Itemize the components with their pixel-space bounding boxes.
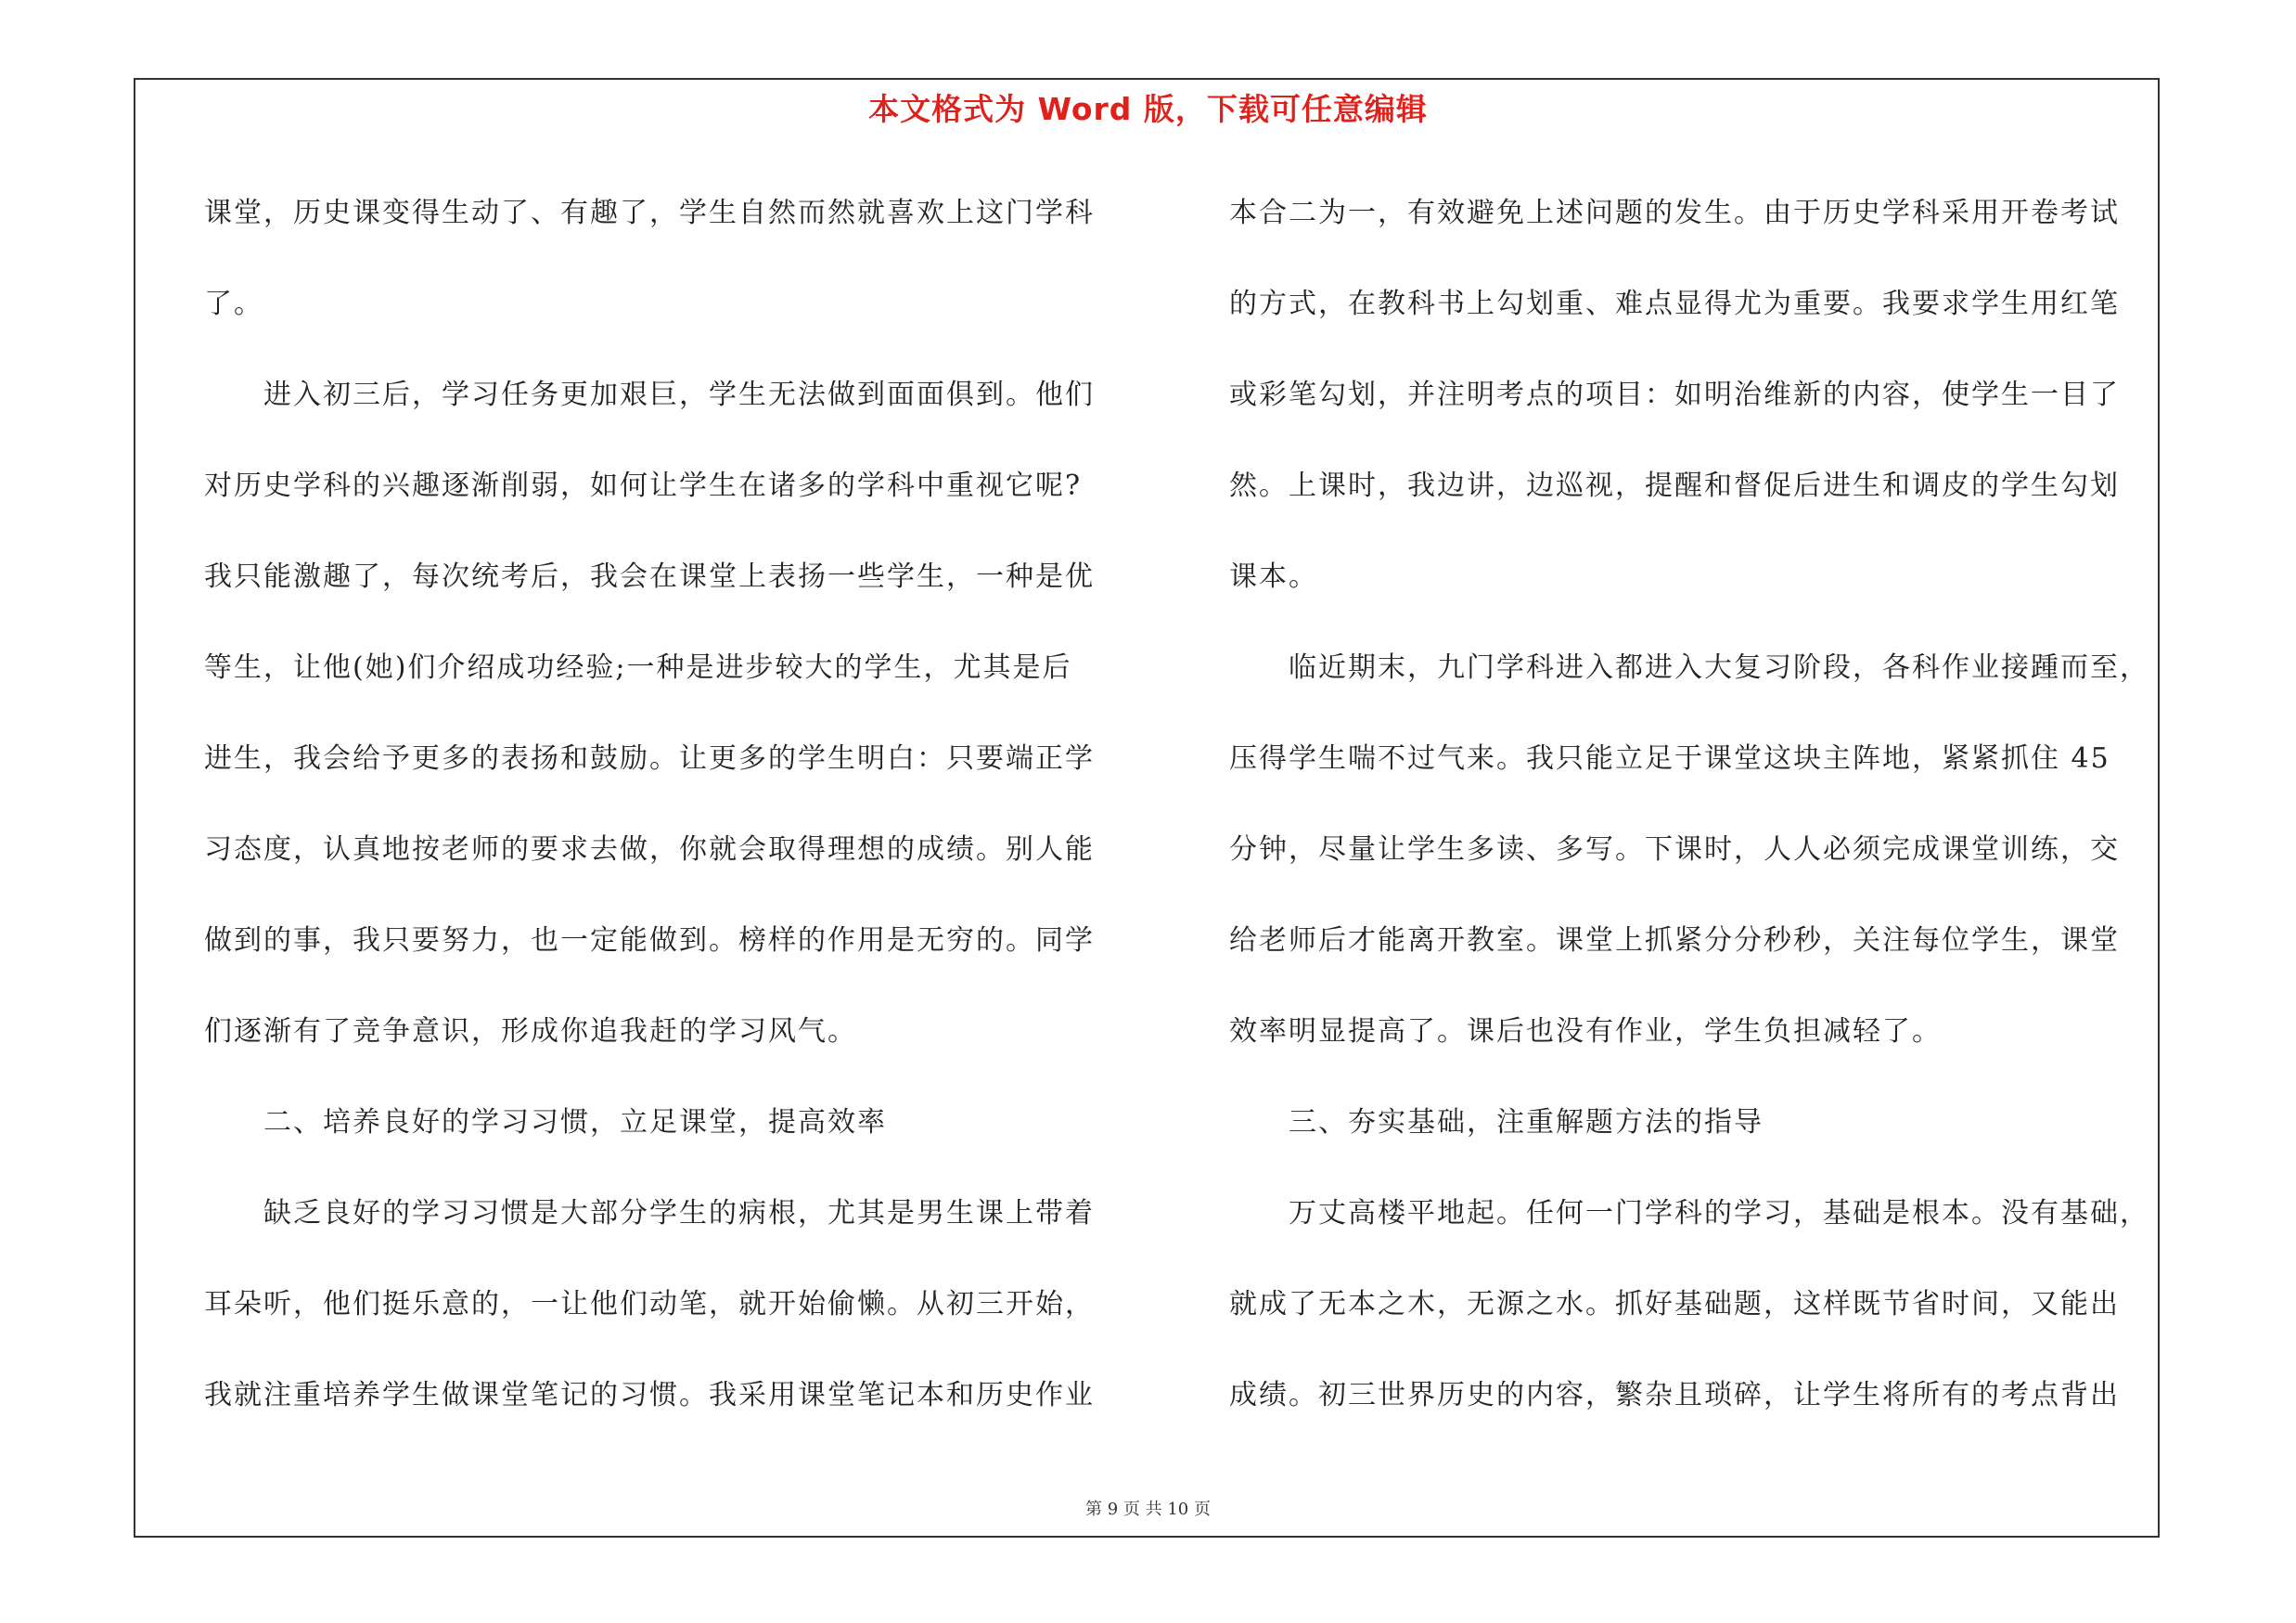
text-line: 耳朵听，他们挺乐意的，一让他们动笔，就开始偷懒。从初三开始， — [204, 1288, 1095, 1320]
text-line: 进入初三后，学习任务更加艰巨，学生无法做到面面俱到。他们 — [204, 379, 1095, 411]
header-banner: 本文格式为 Word 版，下载可任意编辑 — [868, 91, 1428, 127]
left-column — [204, 186, 1122, 1459]
text-line: 临近期末，九门学科进入都进入大复习阶段，各科作业接踵而至， — [1229, 651, 2149, 684]
text-line: 成绩。初三世界历史的内容，繁杂且琐碎，让学生将所有的考点背出 — [1229, 1379, 2120, 1411]
text-line: 压得学生喘不过气来。我只能立足于课堂这块主阵地，紧紧抓住 45 — [1229, 742, 2110, 775]
text-line: 就成了无本之木，无源之水。抓好基础题，这样既节省时间，又能出 — [1229, 1288, 2120, 1320]
text-line: 效率明显提高了。课后也没有作业，学生负担减轻了。 — [1229, 1015, 1942, 1048]
right-column — [1229, 186, 2148, 1459]
text-line: 等生，让他(她)们介绍成功经验;一种是进步较大的学生，尤其是后 — [204, 651, 1072, 684]
text-line: 万丈高楼平地起。任何一门学科的学习，基础是根本。没有基础， — [1229, 1197, 2149, 1230]
text-line: 课本。 — [1229, 560, 1318, 593]
text-line: 的方式，在教科书上勾划重、难点显得尤为重要。我要求学生用红笔 — [1229, 288, 2120, 320]
text-line: 对历史学科的兴趣逐渐削弱，如何让学生在诸多的学科中重视它呢? — [204, 470, 1083, 502]
section-heading: 三、夯实基础，注重解题方法的指导 — [1229, 1106, 1764, 1139]
text-line: 给老师后才能离开教室。课堂上抓紧分分秒秒，关注每位学生，课堂 — [1229, 924, 2120, 957]
text-line: 课堂，历史课变得生动了、有趣了，学生自然而然就喜欢上这门学科 — [204, 197, 1095, 229]
text-line: 我只能激趣了，每次统考后，我会在课堂上表扬一些学生，一种是优 — [204, 560, 1095, 593]
text-line: 了。 — [204, 288, 263, 320]
text-line: 然。上课时，我边讲，边巡视，提醒和督促后进生和调皮的学生勾划 — [1229, 470, 2120, 502]
text-line: 本合二为一，有效避免上述问题的发生。由于历史学科采用开卷考试 — [1229, 197, 2120, 229]
text-line: 分钟，尽量让学生多读、多写。下课时，人人必须完成课堂训练，交 — [1229, 833, 2120, 866]
text-line: 习态度，认真地按老师的要求去做，你就会取得理想的成绩。别人能 — [204, 833, 1095, 866]
text-line: 们逐渐有了竞争意识，形成你追我赶的学习风气。 — [204, 1015, 857, 1048]
text-line: 我就注重培养学生做课堂笔记的习惯。我采用课堂笔记本和历史作业 — [204, 1379, 1095, 1411]
text-line: 缺乏良好的学习习惯是大部分学生的病根，尤其是男生课上带着 — [204, 1197, 1095, 1230]
text-line: 进生，我会给予更多的表扬和鼓励。让更多的学生明白：只要端正学 — [204, 742, 1095, 775]
page-number: 第 9 页 共 10 页 — [1085, 1500, 1211, 1519]
section-heading: 二、培养良好的学习习惯，立足课堂，提高效率 — [204, 1106, 887, 1139]
text-line: 或彩笔勾划，并注明考点的项目：如明治维新的内容，使学生一目了 — [1229, 379, 2120, 411]
text-line: 做到的事，我只要努力，也一定能做到。榜样的作用是无穷的。同学 — [204, 924, 1095, 957]
